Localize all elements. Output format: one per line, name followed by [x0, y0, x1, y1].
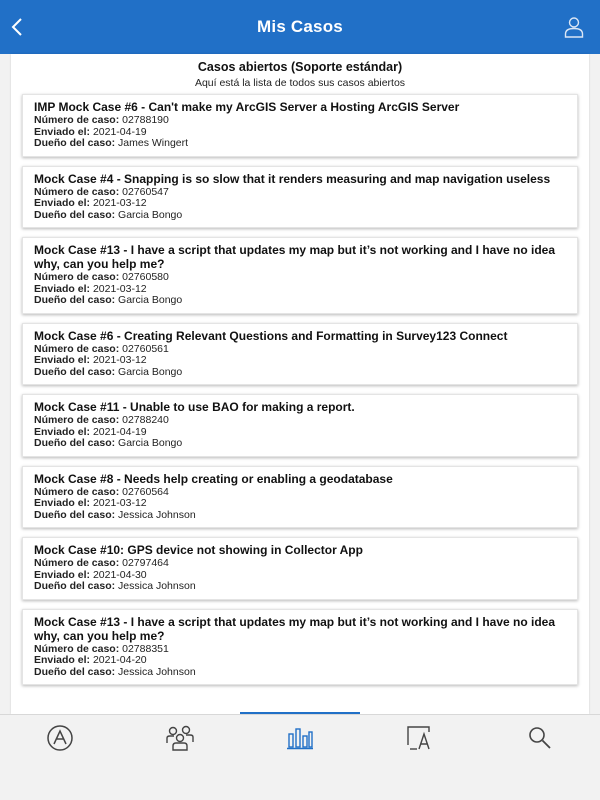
training-icon — [406, 725, 434, 751]
chevron-left-icon — [10, 16, 24, 38]
case-submitted-date-label: Enviado el: — [34, 282, 91, 295]
case-submitted-date-value: 2021-04-19 — [92, 425, 147, 438]
back-button[interactable] — [6, 13, 28, 41]
case-number-label: Número de caso: — [34, 271, 120, 283]
case-owner-value: Garcia Bongo — [118, 208, 183, 221]
nav-dashboard[interactable] — [240, 715, 360, 761]
case-number-value: 02760547 — [122, 185, 169, 198]
case-owner-label: Dueño del caso: — [34, 580, 116, 592]
case-number-value: 02760564 — [122, 485, 169, 498]
user-profile-button[interactable] — [564, 16, 584, 38]
case-number-value: 02760580 — [122, 271, 169, 283]
case-submitted-date-value: 2021-03-12 — [92, 282, 147, 295]
case-title: Mock Case #6 - Creating Relevant Questions and Formatting in Survey123 Connect — [34, 328, 508, 343]
nav-search[interactable] — [480, 715, 600, 761]
case-number-value: 02797464 — [122, 557, 169, 569]
case-list — [11, 94, 589, 685]
case-submitted-date-label: Enviado el: — [34, 354, 91, 366]
case-card[interactable] — [22, 537, 578, 600]
case-owner-row — [34, 667, 566, 679]
case-card[interactable] — [22, 166, 578, 229]
case-number-label: Número de caso: — [34, 485, 120, 498]
case-title: Mock Case #4 - Snapping is so slow that it renders measuring and map navigation useless — [34, 171, 551, 186]
case-title: Mock Case #13 - I have a script that updates my map but it’s not working and I have no idea why, can you help me? — [34, 243, 556, 271]
case-owner-row — [34, 210, 566, 222]
case-title: IMP Mock Case #6 - Can't make my ArcGIS Server a Hosting ArcGIS Server — [34, 100, 460, 114]
bar-chart-icon — [286, 726, 314, 750]
case-card[interactable] — [22, 466, 578, 529]
case-owner-label: Dueño del caso: — [34, 508, 116, 521]
case-number-label: Número de caso: — [34, 414, 120, 426]
case-submitted-date-label: Enviado el: — [34, 497, 91, 509]
case-title: Mock Case #11 - Unable to use BAO for making a report. — [34, 400, 355, 414]
case-number-label: Número de caso: — [34, 342, 120, 355]
case-owner-value: Garcia Bongo — [118, 437, 183, 449]
case-owner-row — [34, 138, 566, 150]
panel-title: Casos abiertos (Soporte estándar) — [197, 60, 403, 74]
case-submitted-date-label: Enviado el: — [34, 568, 91, 581]
case-number-value: 02788190 — [122, 114, 169, 126]
case-owner-row — [34, 295, 566, 307]
case-owner-row — [34, 438, 566, 450]
case-number-label: Número de caso: — [34, 557, 120, 569]
case-submitted-date-label: Enviado el: — [34, 197, 91, 209]
panel-subtitle: Aquí está la lista de todos sus casos abiertos — [194, 77, 406, 89]
nav-training[interactable] — [360, 715, 480, 761]
case-number-value: 02760561 — [122, 342, 169, 355]
case-owner-row — [34, 581, 566, 593]
panel-header — [11, 54, 589, 94]
case-submitted-date-value: 2021-03-12 — [92, 354, 147, 366]
case-owner-label: Dueño del caso: — [34, 137, 116, 149]
case-submitted-date-value: 2021-04-20 — [92, 654, 147, 666]
case-number-label: Número de caso: — [34, 642, 120, 655]
case-card[interactable] — [22, 609, 578, 686]
case-owner-value: Garcia Bongo — [118, 365, 183, 378]
case-owner-label: Dueño del caso: — [34, 208, 116, 221]
bottom-navigation — [0, 714, 600, 800]
app-header — [0, 0, 600, 54]
case-title: Mock Case #13 - I have a script that updates my map but it’s not working and I have no idea why, can you help me? — [34, 614, 556, 643]
case-owner-value: Jessica Johnson — [118, 580, 196, 592]
case-submitted-date-value: 2021-03-12 — [92, 497, 147, 509]
case-card[interactable] — [22, 237, 578, 314]
nav-arcgis[interactable] — [0, 715, 120, 761]
case-owner-label: Dueño del caso: — [34, 365, 116, 378]
case-submitted-date-label: Enviado el: — [34, 125, 91, 138]
case-owner-value: Jessica Johnson — [118, 665, 196, 678]
case-owner-row — [34, 510, 566, 522]
case-owner-value: James Wingert — [118, 137, 189, 149]
case-submitted-date-value: 2021-04-19 — [92, 125, 147, 138]
case-owner-row — [34, 367, 566, 379]
case-submitted-date-value: 2021-03-12 — [92, 197, 147, 209]
case-owner-label: Dueño del caso: — [34, 294, 116, 306]
arcgis-logo-icon — [46, 724, 74, 752]
case-owner-value: Garcia Bongo — [118, 294, 183, 306]
case-submitted-date-label: Enviado el: — [34, 654, 91, 666]
case-number-value: 02788240 — [122, 414, 169, 426]
search-icon — [527, 725, 553, 751]
case-number-label: Número de caso: — [34, 185, 120, 198]
cases-panel — [11, 54, 589, 714]
case-owner-label: Dueño del caso: — [34, 437, 116, 449]
case-number-label: Número de caso: — [34, 114, 120, 126]
case-owner-value: Jessica Johnson — [118, 508, 196, 521]
case-title: Mock Case #8 - Needs help creating or enabling a geodatabase — [34, 471, 393, 486]
case-title: Mock Case #10: GPS device not showing in Collector App — [34, 543, 363, 557]
case-card[interactable] — [22, 94, 578, 157]
nav-community[interactable] — [120, 715, 240, 761]
case-number-value: 02788351 — [122, 642, 169, 655]
case-card[interactable] — [22, 323, 578, 386]
page-title: Mis Casos — [257, 17, 343, 36]
case-card[interactable] — [22, 394, 578, 457]
case-owner-label: Dueño del caso: — [34, 665, 116, 678]
case-submitted-date-label: Enviado el: — [34, 425, 91, 438]
user-icon — [564, 16, 584, 38]
case-submitted-date-value: 2021-04-30 — [92, 568, 147, 581]
community-icon — [165, 725, 195, 751]
